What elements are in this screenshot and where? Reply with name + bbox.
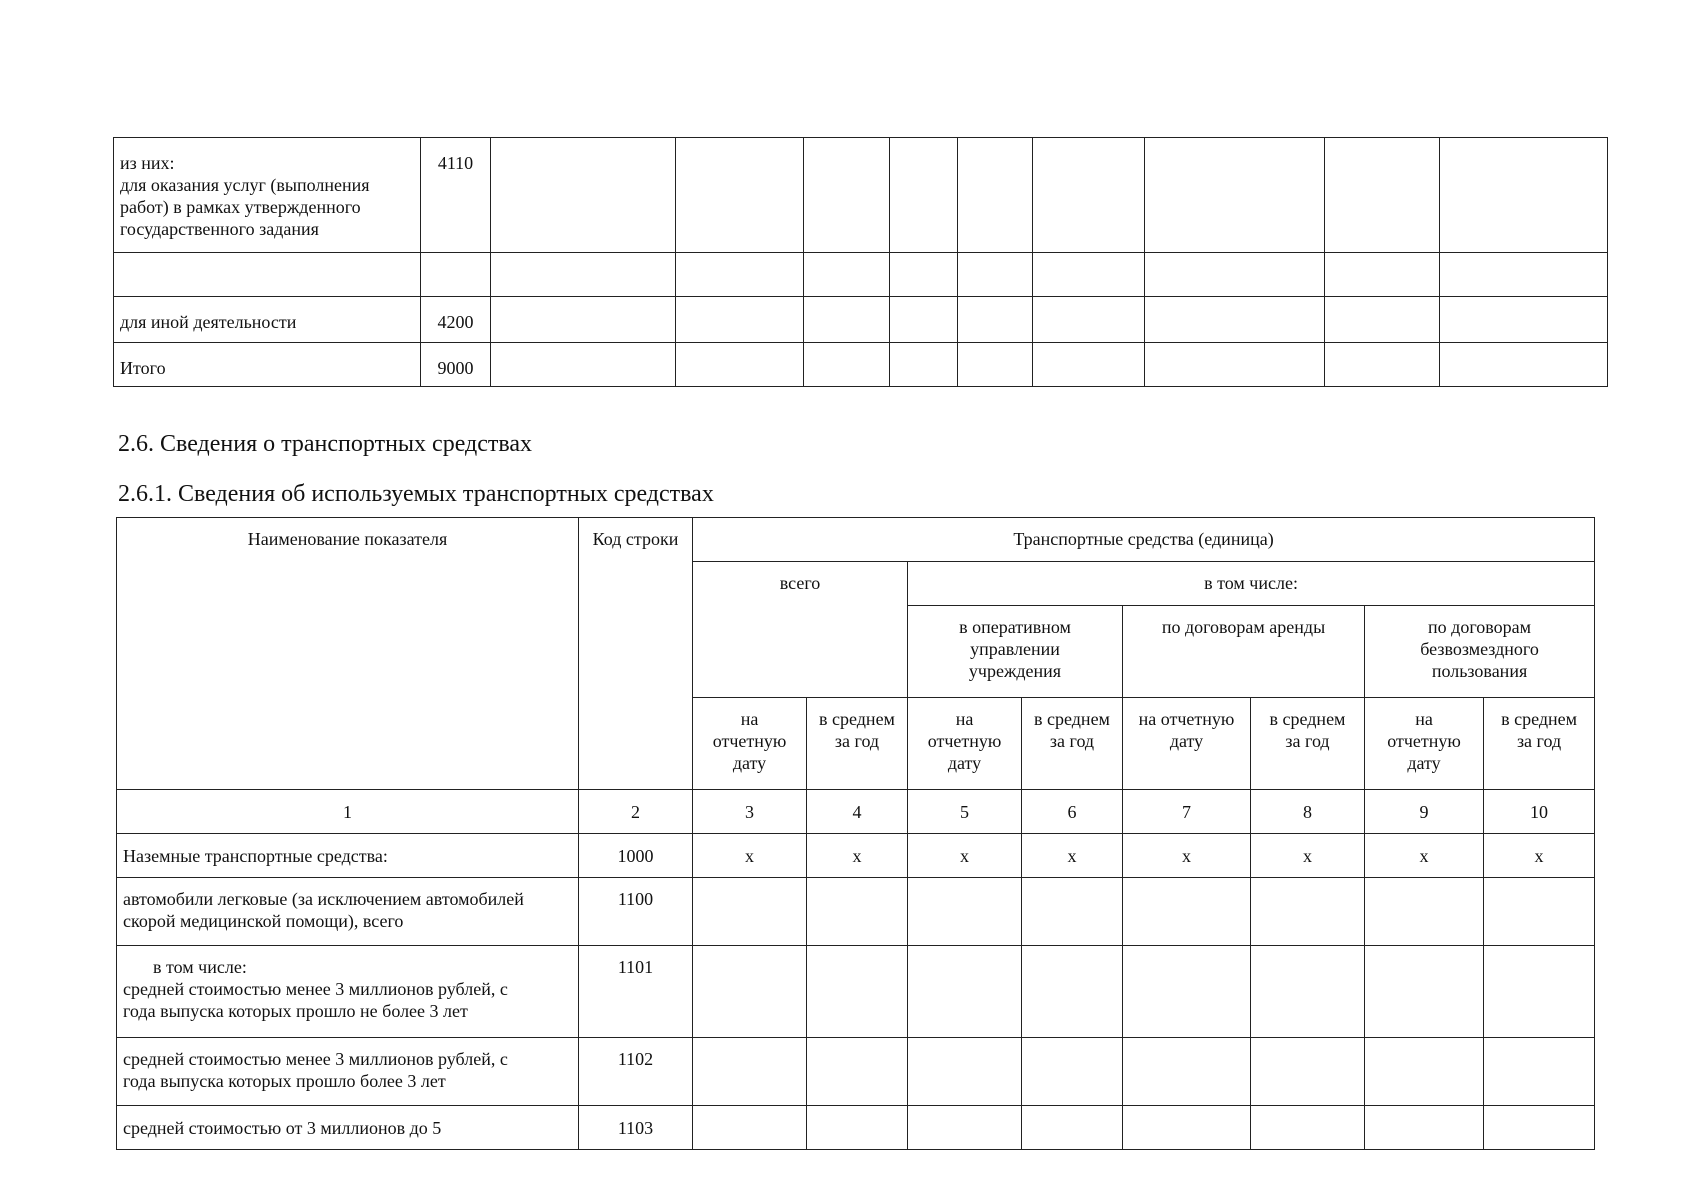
row-name-4110: из них: для оказания услуг (выполнения работ) в рамках утвержденного государственного задания <box>114 138 421 253</box>
table-cell <box>1145 343 1325 387</box>
table-cell <box>1123 1038 1251 1106</box>
column-number: 3 <box>693 790 807 834</box>
table-cell: х <box>908 834 1022 878</box>
row-name-1102: средней стоимостью менее 3 миллионов рублей, с года выпуска которых прошло более 3 лет <box>117 1038 579 1106</box>
table-cell <box>676 343 804 387</box>
table-cell <box>1484 878 1595 946</box>
table-cell <box>1251 878 1365 946</box>
row-name-1101: в том числе: средней стоимостью менее 3 миллионов рублей, с года выпуска которых прошло не более 3 лет <box>117 946 579 1038</box>
header-operational: в оперативном управлении учреждения <box>908 606 1123 698</box>
table-cell: х <box>807 834 908 878</box>
column-number: 4 <box>807 790 908 834</box>
header-on-date: на отчетную дату <box>908 698 1022 790</box>
header-avg-year: в среднем за год <box>807 698 908 790</box>
row-code-1100: 1100 <box>579 878 693 946</box>
column-number: 7 <box>1123 790 1251 834</box>
table-cell <box>1022 946 1123 1038</box>
column-number: 5 <box>908 790 1022 834</box>
table-cell <box>804 343 890 387</box>
column-number: 10 <box>1484 790 1595 834</box>
table-cell <box>491 297 676 343</box>
row-code-4110: 4110 <box>421 138 491 253</box>
table-cell <box>807 946 908 1038</box>
table-cell <box>804 297 890 343</box>
table-row <box>114 343 1608 387</box>
table-cell <box>908 1038 1022 1106</box>
row-code-1102: 1102 <box>579 1038 693 1106</box>
table-cell <box>676 138 804 253</box>
table-cell: х <box>1484 834 1595 878</box>
header-row-code: Код строки <box>579 518 693 790</box>
header-total: всего <box>693 562 908 698</box>
column-number-row <box>117 790 1595 834</box>
table-cell <box>1325 297 1440 343</box>
table-cell <box>807 1106 908 1150</box>
table-cell <box>1022 1106 1123 1150</box>
table-cell <box>1033 253 1145 297</box>
row-name-4200: для иной деятельности <box>114 297 421 343</box>
table-row <box>114 297 1608 343</box>
row-code-1103: 1103 <box>579 1106 693 1150</box>
table-cell <box>1440 253 1608 297</box>
table-cell <box>491 343 676 387</box>
header-including: в том числе: <box>908 562 1595 606</box>
row-code-9000: 9000 <box>421 343 491 387</box>
table-cell <box>958 253 1033 297</box>
header-lease: по договорам аренды <box>1123 606 1365 698</box>
table-cell: х <box>693 834 807 878</box>
header-free-use: по договорам безвозмездного пользования <box>1365 606 1595 698</box>
row-name-9000: Итого <box>114 343 421 387</box>
column-number: 8 <box>1251 790 1365 834</box>
table-cell <box>491 253 676 297</box>
table-cell <box>1484 1038 1595 1106</box>
table-cell <box>890 253 958 297</box>
table-cell <box>1251 1038 1365 1106</box>
table-cell <box>1440 343 1608 387</box>
row-code-1000: 1000 <box>579 834 693 878</box>
table-cell <box>1440 138 1608 253</box>
table-row <box>114 253 1608 297</box>
table-cell <box>807 1038 908 1106</box>
table-cell <box>693 1106 807 1150</box>
table-cell <box>1325 253 1440 297</box>
table-cell <box>804 138 890 253</box>
header-on-date: на отчетную дату <box>1123 698 1251 790</box>
table-row <box>117 1106 1595 1150</box>
table-cell <box>1365 1106 1484 1150</box>
table-cell: х <box>1365 834 1484 878</box>
table-cell <box>908 1106 1022 1150</box>
column-number: 2 <box>579 790 693 834</box>
table-cell <box>693 946 807 1038</box>
table-cell <box>1484 1106 1595 1150</box>
table-cell <box>1033 343 1145 387</box>
table-cell <box>421 253 491 297</box>
table-row <box>114 138 1608 253</box>
table-cell <box>1365 1038 1484 1106</box>
row-name-1000: Наземные транспортные средства: <box>117 834 579 878</box>
table-cell: х <box>1022 834 1123 878</box>
table-cell <box>114 253 421 297</box>
table-cell <box>1145 297 1325 343</box>
table-cell <box>890 138 958 253</box>
table-cell <box>1251 1106 1365 1150</box>
table-row <box>117 834 1595 878</box>
table-cell <box>676 253 804 297</box>
header-row <box>117 518 1595 562</box>
table-cell <box>890 343 958 387</box>
table-cell <box>1145 138 1325 253</box>
header-avg-year: в среднем за год <box>1251 698 1365 790</box>
table-cell <box>491 138 676 253</box>
table-cell <box>807 878 908 946</box>
header-avg-year: в среднем за год <box>1484 698 1595 790</box>
table-cell <box>1033 138 1145 253</box>
subsection-heading: 2.6.1. Сведения об используемых транспортных средствах <box>118 481 714 507</box>
section-heading: 2.6. Сведения о транспортных средствах <box>118 431 533 457</box>
table-row <box>117 878 1595 946</box>
table-cell <box>1033 297 1145 343</box>
table-cell <box>958 138 1033 253</box>
table-cell <box>1123 946 1251 1038</box>
row-name-1103: средней стоимостью от 3 миллионов до 5 <box>117 1106 579 1150</box>
column-number: 6 <box>1022 790 1123 834</box>
row-name-1100: автомобили легковые (за исключением автомобилей скорой медицинской помощи), всего <box>117 878 579 946</box>
column-number: 1 <box>117 790 579 834</box>
table-cell <box>1251 946 1365 1038</box>
table-cell <box>1484 946 1595 1038</box>
table-cell <box>693 1038 807 1106</box>
table-cell <box>1123 878 1251 946</box>
continuation-table <box>113 137 1608 387</box>
table-cell <box>908 946 1022 1038</box>
table-cell <box>1022 878 1123 946</box>
table-cell <box>958 297 1033 343</box>
table-cell <box>804 253 890 297</box>
row-code-4200: 4200 <box>421 297 491 343</box>
table-cell <box>693 878 807 946</box>
header-avg-year: в среднем за год <box>1022 698 1123 790</box>
table-row <box>117 946 1595 1038</box>
table-cell <box>1145 253 1325 297</box>
header-vehicles: Транспортные средства (единица) <box>693 518 1595 562</box>
table-cell <box>1365 878 1484 946</box>
row-code-1101: 1101 <box>579 946 693 1038</box>
table-cell <box>1325 343 1440 387</box>
table-cell: х <box>1251 834 1365 878</box>
table-cell <box>1325 138 1440 253</box>
table-cell <box>1440 297 1608 343</box>
header-on-date: на отчетную дату <box>1365 698 1484 790</box>
table-cell <box>1365 946 1484 1038</box>
table-cell: х <box>1123 834 1251 878</box>
table-cell <box>1123 1106 1251 1150</box>
table-cell <box>1022 1038 1123 1106</box>
table-cell <box>958 343 1033 387</box>
column-number: 9 <box>1365 790 1484 834</box>
header-indicator: Наименование показателя <box>117 518 579 790</box>
header-on-date: на отчетную дату <box>693 698 807 790</box>
table-cell <box>908 878 1022 946</box>
table-cell <box>890 297 958 343</box>
transport-table <box>116 517 1595 1150</box>
table-row <box>117 1038 1595 1106</box>
table-cell <box>676 297 804 343</box>
